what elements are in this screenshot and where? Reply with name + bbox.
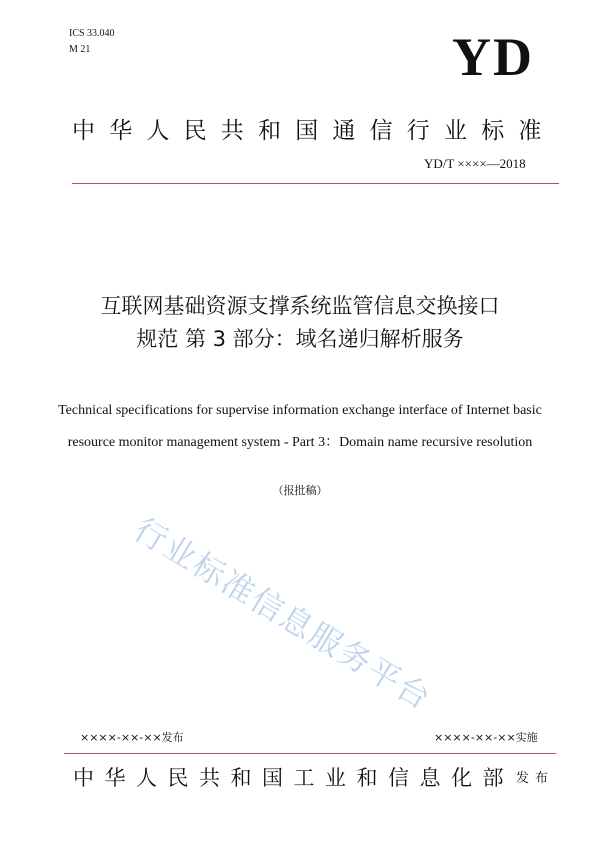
chinese-title-line-1: 互联网基础资源支撑系统监管信息交换接口 [100,294,500,318]
english-title-line-1: Technical specifications for supervise information exchange interface of Internet basic [58,403,542,418]
draft-status: （报批稿） [272,484,328,497]
yd-logo: YD [452,27,534,87]
watermark: 行业标准信息服务平台 [127,510,439,718]
standard-number: YD/T ××××—2018 [424,156,526,171]
issuer: 中华人民共和国工业和信息化部 [73,766,514,790]
ics-code: ICS 33.040 [69,28,115,39]
effective-date: ××××-××-××实施 [434,731,538,744]
chinese-title [0,290,600,356]
publish-date: ××××-××-××发布 [80,731,184,744]
chinese-title-line-2: 规范 第 3 部分：域名递归解析服务 [136,327,464,351]
classification-codes [69,26,115,58]
standard-title: 中华人民共和国通信行业标准 [72,118,556,144]
ccs-code: M 21 [69,44,91,55]
bottom-divider [64,753,556,754]
english-title-line-2: resource monitor management system - Part 3：Domain name recursive resolution [67,435,533,450]
top-divider [72,183,559,184]
issuer-suffix: 发布 [516,771,555,786]
english-title [0,395,600,459]
